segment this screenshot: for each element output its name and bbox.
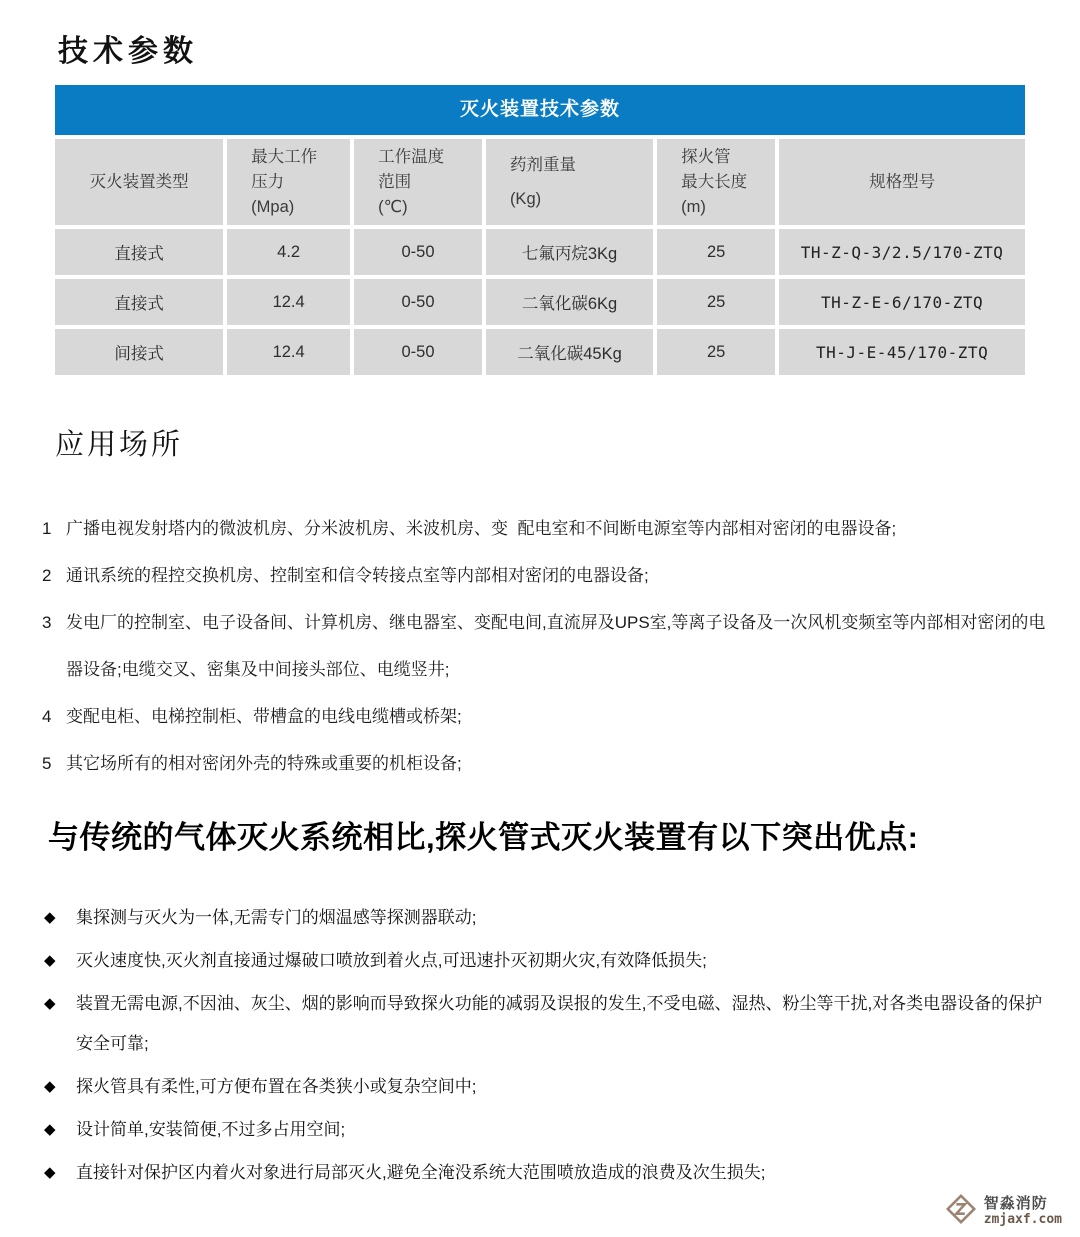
table-cell: 0-50: [354, 229, 482, 275]
section-title-applications: 应用场所: [55, 429, 184, 461]
table-caption: 灭火装置技术参数: [55, 85, 1025, 135]
list-number: 2: [42, 566, 52, 585]
diamond-bullet-icon: ◆: [44, 1078, 56, 1095]
brand-logo-text: [984, 1195, 1062, 1227]
list-text: 集探测与灭火为一体,无需专门的烟温感等探测器联动;: [76, 908, 477, 927]
list-item: [42, 599, 1047, 693]
table-cell-model: TH-J-E-45/170-ZTQ: [779, 329, 1025, 375]
list-item: [42, 552, 1047, 599]
page-title: 技术参数: [58, 35, 198, 68]
list-text: 变配电柜、电梯控制柜、带槽盒的电线电缆槽或桥架;: [66, 707, 462, 726]
list-number: 4: [42, 707, 52, 726]
table-grid: [55, 139, 1025, 375]
table-cell: 间接式: [55, 329, 223, 375]
list-item: [42, 505, 1047, 552]
tech-params-table: [55, 85, 1025, 375]
column-header-pressure: 最大工作 压力 (Mpa): [227, 139, 350, 225]
advantages-list: [44, 898, 1044, 1196]
table-cell: 二氧化碳6Kg: [486, 279, 653, 325]
column-header-tube-length: 探火管 最大长度 (m): [657, 139, 775, 225]
brand-name: 智淼消防: [983, 1195, 1048, 1213]
diamond-bullet-icon: ◆: [44, 1164, 56, 1181]
table-cell: 25: [657, 329, 775, 375]
list-item: [42, 693, 1047, 740]
list-item: [44, 1110, 1044, 1150]
list-item: [44, 1067, 1044, 1107]
table-cell: 25: [657, 279, 775, 325]
list-item: [44, 941, 1044, 981]
list-text: 直接针对保护区内着火对象进行局部灭火,避免全淹没系统大范围喷放造成的浪费及次生损失;: [76, 1163, 766, 1182]
diamond-bullet-icon: ◆: [44, 995, 56, 1012]
list-text: 装置无需电源,不因油、灰尘、烟的影响而导致探火功能的减弱及误报的发生,不受电磁、湿热、粉尘等干扰,对各类电器设备的保护安全可靠;: [76, 994, 1043, 1053]
table-cell: 12.4: [227, 329, 350, 375]
list-text: 灭火速度快,灭火剂直接通过爆破口喷放到着火点,可迅速扑灭初期火灾,有效降低损失;: [76, 951, 707, 970]
brand-logo-icon: [944, 1192, 978, 1231]
table-cell-model: TH-Z-Q-3/2.5/170-ZTQ: [779, 229, 1025, 275]
list-number: 5: [42, 754, 52, 773]
brand-site: zmjaxf.com: [983, 1211, 1062, 1227]
column-header-type: 灭火装置类型: [55, 139, 223, 225]
diamond-bullet-icon: ◆: [44, 952, 56, 969]
brand-logo: [944, 1192, 1062, 1231]
list-text: 发电厂的控制室、电子设备间、计算机房、继电器室、变配电间,直流屏及UPS室,等离子设备及一次风机变频室等内部相对密闭的电器设备;电缆交叉、密集及中间接头部位、电缆竖井;: [66, 613, 1046, 679]
column-header-agent-weight: 药剂重量 (Kg): [486, 139, 653, 225]
diamond-bullet-icon: ◆: [44, 909, 56, 926]
list-number: 3: [42, 613, 52, 632]
list-item: [44, 984, 1044, 1064]
table-cell: 4.2: [227, 229, 350, 275]
list-number: 1: [42, 519, 52, 538]
section-title-advantages: 与传统的气体灭火系统相比,探火管式灭火装置有以下突出优点:: [48, 820, 919, 855]
table-cell: 0-50: [354, 329, 482, 375]
table-cell: 直接式: [55, 279, 223, 325]
table-cell: 12.4: [227, 279, 350, 325]
list-text: 广播电视发射塔内的微波机房、分米波机房、米波机房、变 配电室和不间断电源室等内部相对密闭的电器设备;: [66, 519, 897, 538]
table-cell: 二氧化碳45Kg: [486, 329, 653, 375]
list-item: [44, 898, 1044, 938]
column-header-model: 规格型号: [779, 139, 1025, 225]
table-cell: 0-50: [354, 279, 482, 325]
column-header-temperature: 工作温度 范围 (℃): [354, 139, 482, 225]
table-cell: 七氟丙烷3Kg: [486, 229, 653, 275]
list-text: 其它场所有的相对密闭外壳的特殊或重要的机柜设备;: [66, 754, 462, 773]
table-cell: 25: [657, 229, 775, 275]
list-text: 通讯系统的程控交换机房、控制室和信令转接点室等内部相对密闭的电器设备;: [66, 566, 649, 585]
applications-list: [42, 505, 1047, 787]
list-item: [44, 1153, 1044, 1193]
list-text: 探火管具有柔性,可方便布置在各类狭小或复杂空间中;: [76, 1077, 477, 1096]
list-text: 设计简单,安装简便,不过多占用空间;: [76, 1120, 346, 1139]
table-cell-model: TH-Z-E-6/170-ZTQ: [779, 279, 1025, 325]
list-item: [42, 740, 1047, 787]
table-cell: 直接式: [55, 229, 223, 275]
diamond-bullet-icon: ◆: [44, 1121, 56, 1138]
